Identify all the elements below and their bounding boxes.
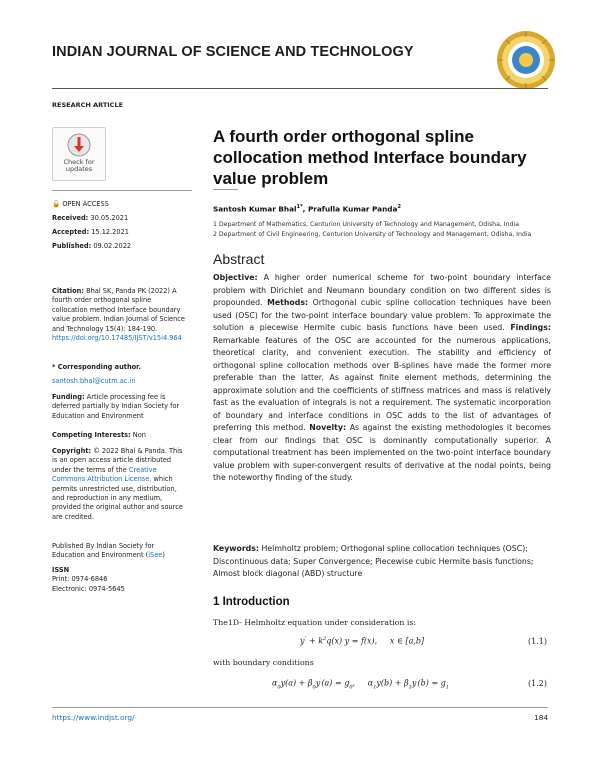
keywords	[213, 543, 551, 581]
copyright-label: Copyright:	[52, 447, 92, 455]
isee-link[interactable]: iSee	[148, 551, 163, 560]
received-value: 30.05.2021	[90, 214, 129, 222]
funding-text: Article processing fee is deferred partially by Indian Society for Education and Environment	[52, 393, 180, 420]
intro-heading: 1 Introduction	[213, 596, 290, 608]
keywords-text: Helmholtz problem; Orthogonal spline collocation techniques (OSC); Discontinuous data; Super Convergence; Piecewise cubic Hermite basis functions; Almost block diagonal (ABD) structure	[213, 544, 534, 578]
intro-text-2: with boundary conditions	[213, 658, 314, 667]
open-access	[52, 200, 109, 209]
competing-text: Non	[132, 431, 146, 439]
issn-label: ISSN	[52, 566, 70, 574]
affiliation-2-num: 2	[213, 230, 217, 238]
publisher-close: )	[162, 551, 165, 560]
objective-label: Objective:	[213, 273, 258, 282]
issn-block	[52, 566, 188, 594]
cc-license-link[interactable]: Creative Commons Attribution License,	[52, 465, 157, 484]
author-1-sup: 1*	[296, 204, 303, 210]
publisher-block	[52, 542, 188, 561]
objective-text: A higher order numerical scheme for two-point boundary interface problem with Dirichlet and Neumann boundary condition on two different sides is propounded.	[213, 273, 551, 307]
article-title: A fourth order orthogonal spline collocation method Interface boundary value problem	[213, 127, 527, 188]
copyright-text-1: © 2022 Bhal & Panda. This is an open access article distributed under the terms of the	[52, 447, 183, 474]
funding-label: Funding:	[52, 393, 85, 401]
publisher-text: Published By Indian Society for Education and Environment (	[52, 542, 155, 560]
findings-text: Remarkable features of the OSC are accounted for the numerous applications, theoretical clarity, and convenient execution. The stability and efficiency of orthogonal spline collocation methods over B-splines have made the former more preferable than the latter. As against finite element methods, determining the approximate solution and the coefficients of stiffness matrices and mass is relatively fast as the evaluation of integrals is not a requirement. The systematic incorporation of boundary and interface conditions in OSC adds to the list of advantages of preferring this method.	[213, 335, 551, 432]
affiliation-2-text: Department of Civil Engineering, Centurion University of Technology and Management, Odisha, India	[218, 230, 532, 238]
footer-rule	[52, 707, 548, 708]
header-rule	[52, 88, 548, 89]
funding-block	[52, 393, 188, 421]
published-value: 09.02.2022	[93, 242, 132, 250]
novelty-text: As against the existing methodologies it becomes clear from our findings that OSC is dominantly computationally superior. A computational treatment has been implemented on the two-point interface boundary value problem with super-convergent results of derivative at the nodal points, being the noteworthy finding of the study.	[213, 423, 551, 482]
published-date	[52, 242, 131, 251]
methods-label: Methods:	[267, 298, 309, 307]
copyright-text-2: which permits unrestricted use, distribution, and reproduction in any medium, provided the original author and source are credited.	[52, 475, 183, 521]
affiliations	[213, 221, 543, 239]
published-label: Published:	[52, 242, 92, 250]
abstract-body	[213, 272, 551, 485]
abstract-heading: Abstract	[213, 251, 265, 267]
title-rule	[213, 189, 238, 190]
author-list	[213, 204, 401, 213]
journal-title: INDIAN JOURNAL OF SCIENCE AND TECHNOLOGY	[52, 44, 414, 60]
author-1: Santosh Kumar Bhal	[213, 204, 297, 214]
journal-url-link[interactable]: https://www.indjst.org/	[52, 713, 135, 722]
check-updates-line2: updates	[65, 165, 93, 173]
equation-1-2-number: (1.2)	[528, 679, 547, 688]
intro-text-1: The1D- Helmholtz equation under consideration is:	[213, 618, 416, 627]
check-for-updates-badge[interactable]	[52, 127, 106, 181]
check-updates-line1: Check for	[63, 158, 95, 166]
citation-text: Bhal SK, Panda PK (2022) A fourth order orthogonal spline collocation method Interface boundary value problem. Indian Journal of Science and Technology 15(4): 184-190.	[52, 287, 185, 333]
corresponding-author: * Corresponding author.	[52, 363, 141, 371]
novelty-label: Novelty:	[309, 423, 347, 432]
affiliation-1-text: Department of Mathematics, Centurion University of Technology and Management, Odisha, India	[218, 221, 519, 228]
affiliation-1-num: 1	[213, 221, 217, 228]
citation-label: Citation:	[52, 287, 84, 295]
equation-1-2: $\alpha_0y(a) + \beta_0y'(a) = g_0$, $\alpha_1y(b) + \beta_1y'(b) = g_1$	[272, 678, 449, 691]
author-2: Prafulla Kumar Panda	[307, 204, 398, 214]
issn-print: Print: 0974-6846	[52, 575, 108, 584]
received-label: Received:	[52, 214, 89, 222]
copyright-block	[52, 447, 188, 522]
keywords-label: Keywords:	[213, 544, 260, 553]
author-2-sup: 2	[397, 204, 401, 210]
page-number: 184	[534, 713, 548, 722]
sidebar-rule	[52, 190, 192, 191]
equation-1-1: $y'' + k^2q(x) y = f(x)$, x ∈ [a,b]	[300, 636, 425, 646]
affiliation-1	[213, 221, 543, 230]
accepted-label: Accepted:	[52, 228, 90, 236]
competing-label: Competing Interests:	[52, 431, 131, 439]
findings-label: Findings:	[510, 323, 552, 332]
issn-electronic: Electronic: 0974-5645	[52, 584, 125, 593]
competing-block	[52, 431, 188, 440]
received-date	[52, 214, 128, 223]
lock-open-icon: 🔓	[52, 200, 61, 208]
citation-doi-link[interactable]: https://doi.org/10.17485/IJST/v15i4.964	[52, 334, 182, 343]
author-email-link[interactable]: santosh.bhal@cutm.ac.in	[52, 377, 136, 385]
open-access-label: OPEN ACCESS	[62, 200, 109, 208]
journal-logo	[496, 30, 556, 90]
article-type: RESEARCH ARTICLE	[52, 101, 124, 109]
corresponding-label: Corresponding author.	[57, 363, 141, 371]
equation-1-1-number: (1.1)	[528, 637, 547, 646]
methods-text: Orthogonal cubic spline collocation techniques have been used (OSC) for the two-point interface boundary value problem. To approximate the solution a piecewise Hermite cubic basis functions have been used.	[213, 298, 552, 332]
citation-block	[52, 287, 188, 343]
accepted-date	[52, 228, 129, 237]
accepted-value: 15.12.2021	[91, 228, 129, 236]
check-updates-icon	[67, 133, 91, 157]
affiliation-2	[213, 231, 543, 240]
author-sep: ,	[302, 204, 308, 214]
